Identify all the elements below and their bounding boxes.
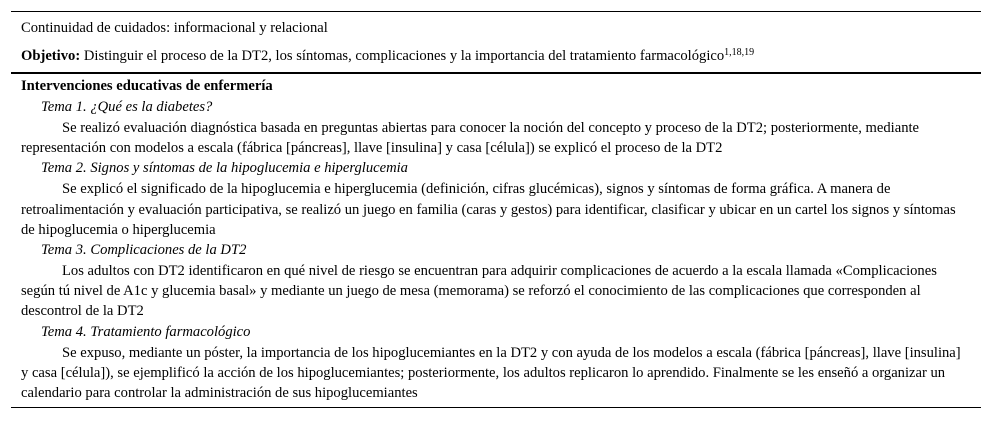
topic-4-text: Se expuso, mediante un póster, la importancia de los hipoglucemiantes en la DT2 y con ayuda de los modelos a escala (fábrica [páncreas], llave [insulina] y casa [célula]), se ejemplificó la acción de los hipoglucemiantes; posteriormente, los adultos replicaron lo aprendido. Finalmente se les enseñó a organizar un calendario para controlar la administración de sus hipoglucemiantes [21,344,961,402]
table-header [11,12,981,72]
topic-3-title: Tema 3. Complicaciones de la DT2 [41,242,247,259]
topic-1-title: Tema 1. ¿Qué es la diabetes? [41,99,213,115]
topic-2-title: Tema 2. Signos y síntomas de la hipoglucemia e hiperglucemia [41,160,408,177]
objective-label: Objetivo: [21,48,81,64]
topic-3-text: Los adultos con DT2 identificaron en qué nivel de riesgo se encuentran para adquirir complicaciones de acuerdo a la escala llamada «Complicaciones según tú nivel de A1c y glucemia basal» y mediante un juego de mesa (memorama) se reforzó el conocimiento de las complicaciones que corresponden al descontrol de la DT2 [21,263,937,320]
section-title: Intervenciones educativas de enfermería [21,78,273,94]
intervention-table [11,11,981,408]
objective-refs: 1,18,19 [724,47,755,58]
table-body [11,74,981,407]
objective-text: Distinguir el proceso de la DT2, los síntomas, complicaciones y la importancia del tratamiento farmacológico [83,48,725,64]
objective-line [21,46,971,66]
topic-2-text: Se explicó el significado de la hipoglucemia e hiperglucemia (definición, cifras glucémicas), signos y síntomas de forma gráfica. A manera de retroalimentación y evaluación participativa, se realizó un juego en familia (caras y gestos) para identificar, clasificar y ubicar en un cartel los signos y síntomas de hipoglucemia o hiperglucemia [21,181,956,238]
continuity-line: Continuidad de cuidados: informacional y relacional [21,20,328,36]
topic-4-title: Tema 4. Tratamiento farmacológico [41,323,251,340]
topic-1-text: Se realizó evaluación diagnóstica basada en preguntas abiertas para conocer la noción del concepto y proceso de la DT2; posteriormente, mediante representación con modelos a escala (fábrica [páncreas], llave [insulina] y casa [célula]) se explicó el proceso de la DT2 [21,120,920,157]
